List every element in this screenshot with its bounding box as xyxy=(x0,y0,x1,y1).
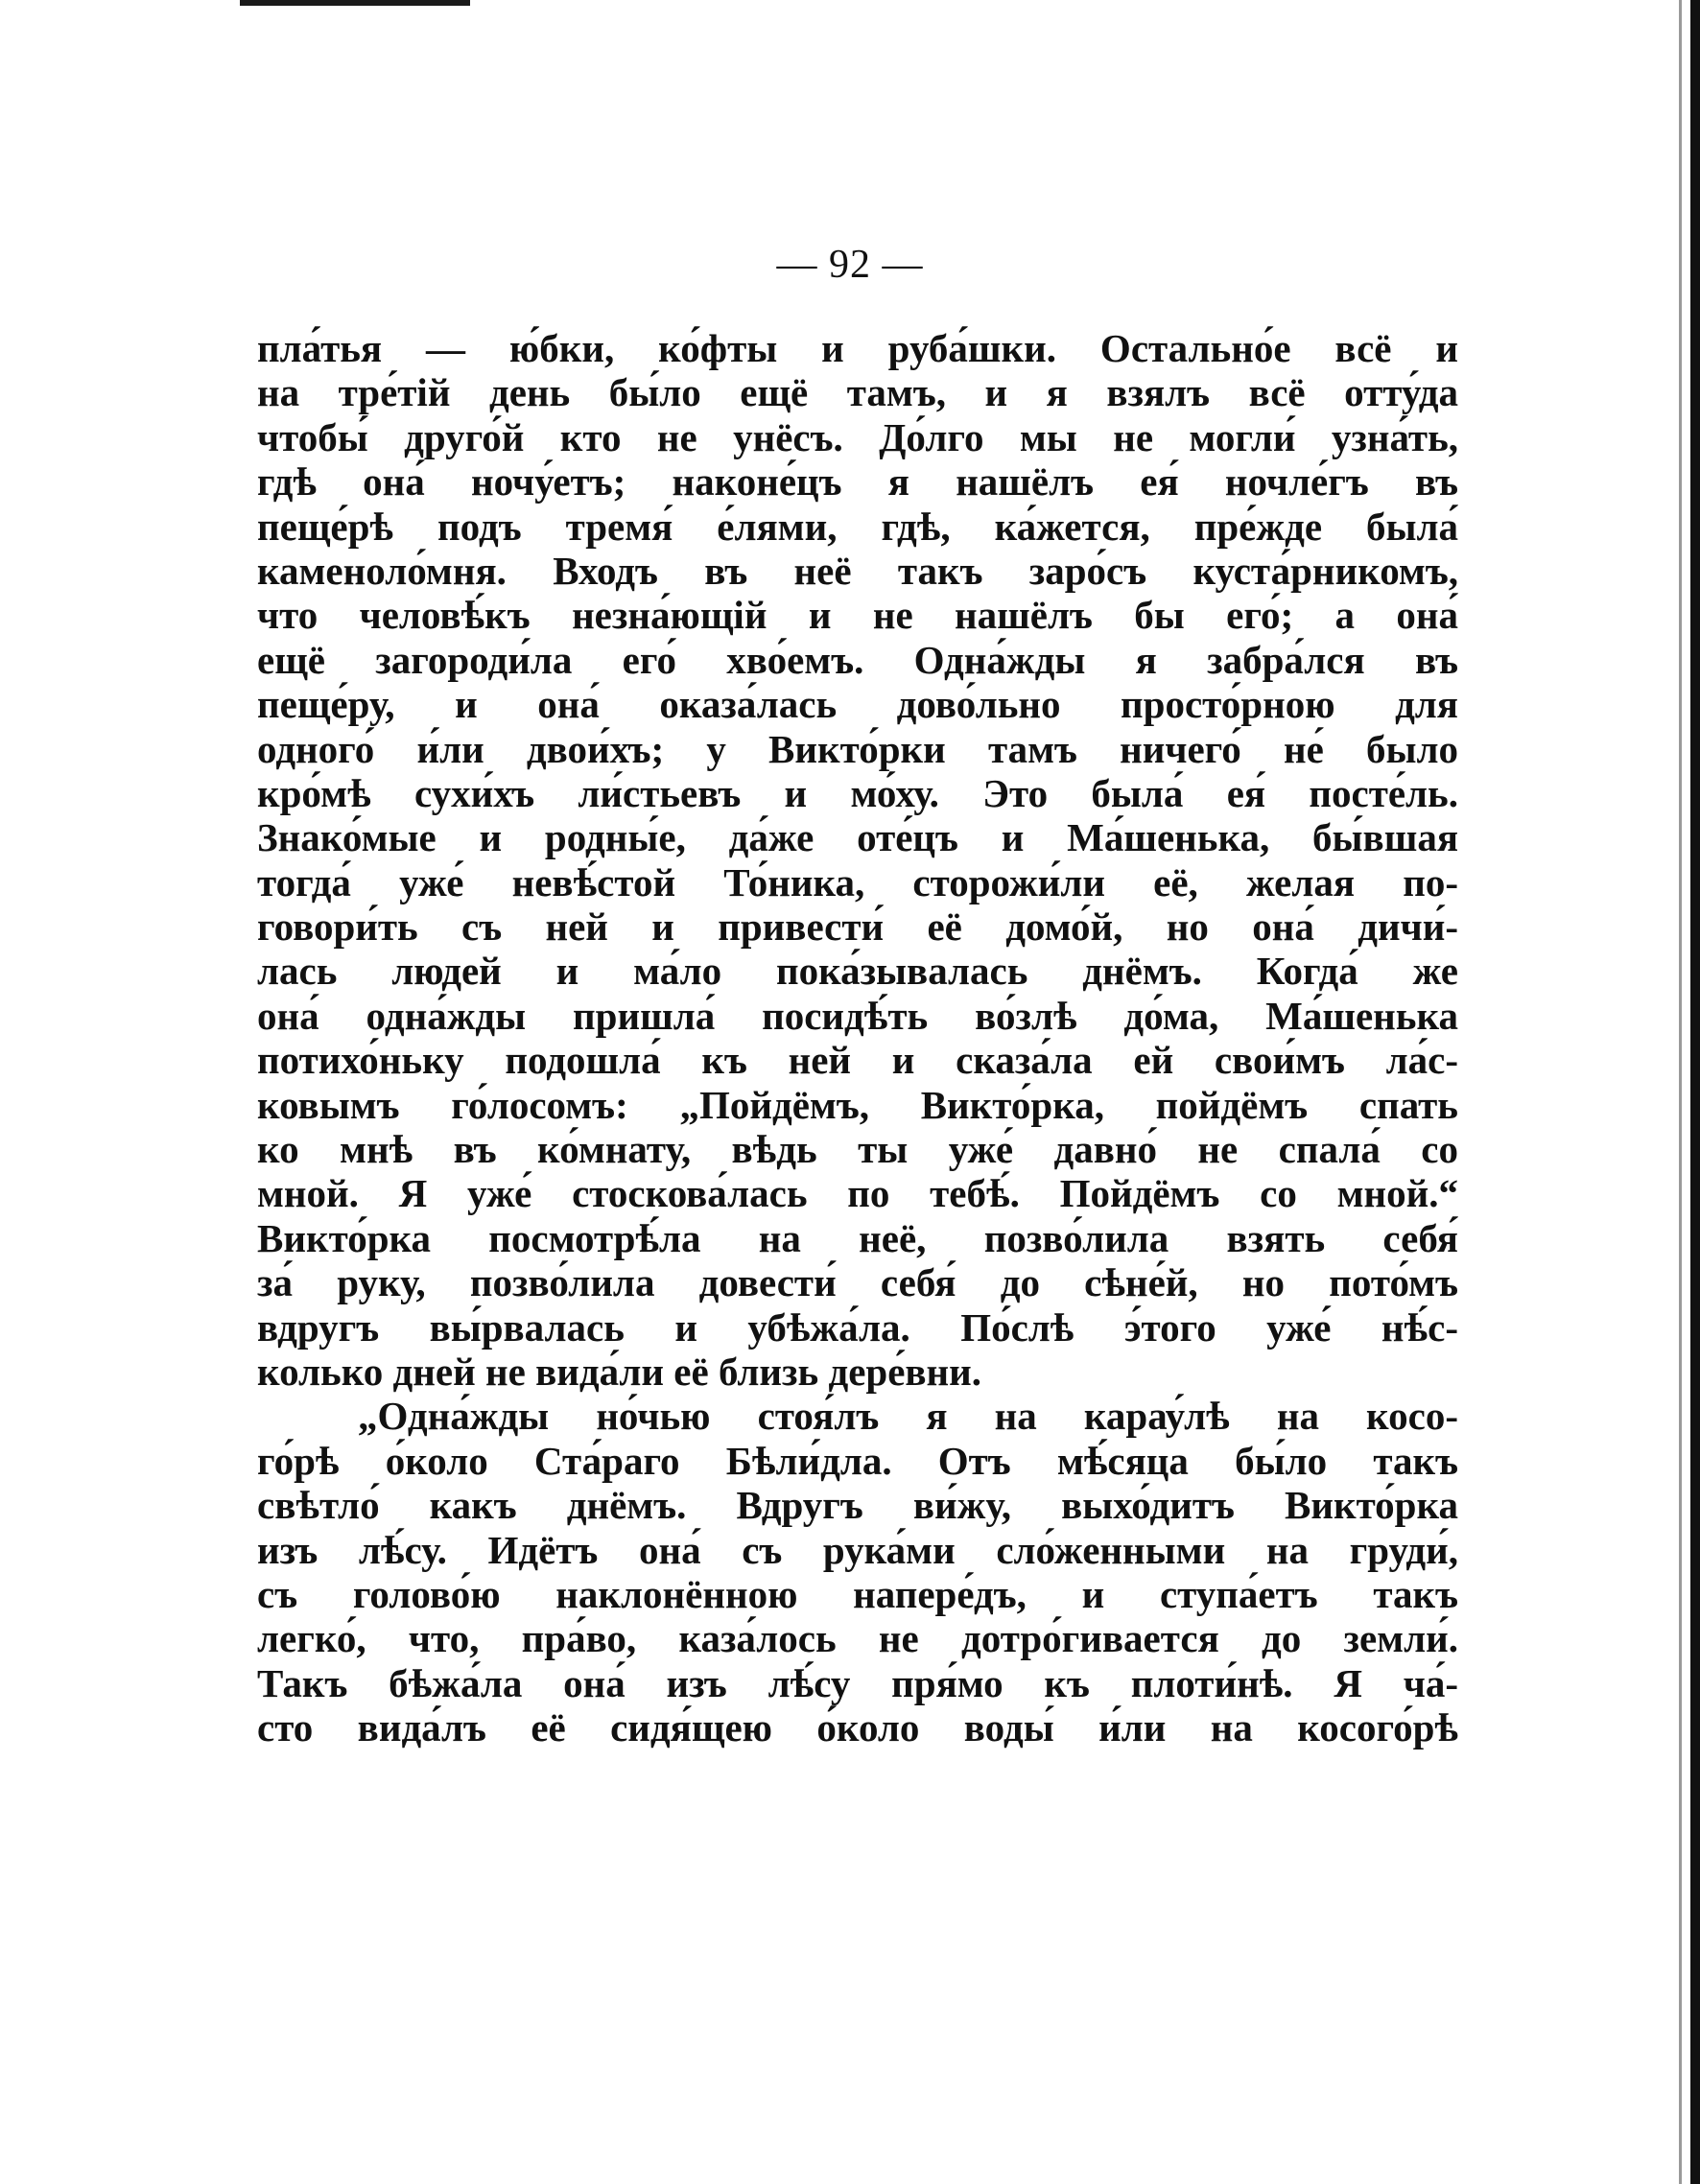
text-line: Знако́мые и родны́е, да́же оте́цъ и Ма́шенька, бы́вшая xyxy=(257,815,1458,860)
text-line: что человѣ́къ незна́ющій и не нашёлъ бы его́; а она́ xyxy=(257,593,1458,638)
text-line: Такъ бѣжа́ла она́ изъ лѣ́су пря́мо къ плоти́нѣ. Я ча́- xyxy=(257,1660,1458,1705)
text-line: каменоло́мня. Входъ въ неё такъ заро́съ куста́рникомъ, xyxy=(257,548,1458,593)
text-line: лась людей и ма́ло пока́зывалась днёмъ. Когда́ же xyxy=(257,949,1458,994)
text-line: свѣтло́ какъ днёмъ. Вдругъ ви́жу, выхо́дитъ Викто́рка xyxy=(257,1483,1458,1528)
text-line: пла́тья — ю́бки, ко́фты и руба́шки. Остально́е всё и xyxy=(257,326,1458,370)
body-text xyxy=(257,326,1458,1750)
scan-edge-top xyxy=(240,0,470,6)
text-line: пеще́рѣ подъ тремя́ е́лями, гдѣ, ка́жется, пре́жде была́ xyxy=(257,504,1458,549)
text-line: сто вида́лъ её сидя́щею о́коло воды́ и́ли на косого́рѣ xyxy=(257,1705,1458,1750)
text-line: одного́ и́ли двои́хъ; у Викто́рки тамъ ничего́ не́ было xyxy=(257,726,1458,771)
text-line: „Одна́жды но́чью стоя́лъ я на карау́лѣ на косо- xyxy=(358,1394,1458,1439)
text-line: легко́, что, пра́во, каза́лось не дотро́гивается до земли́. xyxy=(257,1616,1458,1661)
text-line: кро́мѣ сухи́хъ ли́стьевъ и мо́ху. Это была́ ея́ посте́ль. xyxy=(257,770,1458,815)
text-line: го́рѣ о́коло Ста́раго Бѣли́дла. Отъ мѣ́сяца бы́ло такъ xyxy=(257,1438,1458,1483)
text-line: гдѣ она́ ночу́етъ; наконе́цъ я нашёлъ ея́ ночле́гъ въ xyxy=(257,459,1458,505)
text-line: изъ лѣ́су. Идётъ она́ съ рука́ми сло́женными на груди́, xyxy=(257,1527,1458,1572)
text-line: пеще́ру, и она́ оказа́лась дово́льно просто́рною для xyxy=(257,682,1458,727)
text-line: мной. Я уже́ стоскова́лась по тебѣ́. Пойдёмъ со мной.“ xyxy=(257,1171,1458,1216)
text-line: на тре́тій день бы́ло ещё тамъ, и я взялъ всё отту́да xyxy=(257,370,1458,415)
text-line: за́ руку, позво́лила довести́ себя́ до сѣне́й, но пото́мъ xyxy=(257,1260,1458,1305)
scan-edge-right xyxy=(1690,0,1700,2184)
text-line: Викто́рка посмотрѣ́ла на неё, позво́лила взять себя́ xyxy=(257,1215,1458,1260)
text-line: вдругъ вы́рвалась и убѣжа́ла. По́слѣ э́того уже́ нѣ́с- xyxy=(257,1304,1458,1350)
page-number: — 92 — xyxy=(776,243,924,287)
text-line: говори́ть съ ней и привести́ её домо́й, но она́ дичи́- xyxy=(257,904,1458,950)
paragraph-1 xyxy=(257,326,1458,1394)
text-line: ковымъ го́лосомъ: „Пойдёмъ, Викто́рка, пойдёмъ спать xyxy=(257,1082,1458,1127)
text-line: она́ одна́жды пришла́ посидѣ́ть во́злѣ до́ма, Ма́шенька xyxy=(257,993,1458,1038)
text-line: съ голово́ю наклонённою напере́дъ, и ступа́етъ такъ xyxy=(257,1571,1458,1616)
text-line: ещё загороди́ла его́ хво́емъ. Одна́жды я забра́лся въ xyxy=(257,637,1458,682)
scan-edge-right-inner xyxy=(1679,0,1682,2184)
text-line: ко мнѣ въ ко́мнату, вѣдь ты уже́ давно́ не спала́ со xyxy=(257,1127,1458,1172)
text-line: колько дней не вида́ли её близь дере́вни. xyxy=(257,1349,982,1394)
text-line: тогда́ уже́ невѣ́стой То́ника, сторожи́ли её, желая по- xyxy=(257,859,1458,904)
text-line: чтобы́ друго́й кто не унёсъ. До́лго мы не могли́ узна́ть, xyxy=(257,414,1458,459)
text-line: потихо́ньку подошла́ къ ней и сказа́ла ей свои́мъ ла́с- xyxy=(257,1038,1458,1083)
paragraph-2 xyxy=(257,1394,1458,1750)
